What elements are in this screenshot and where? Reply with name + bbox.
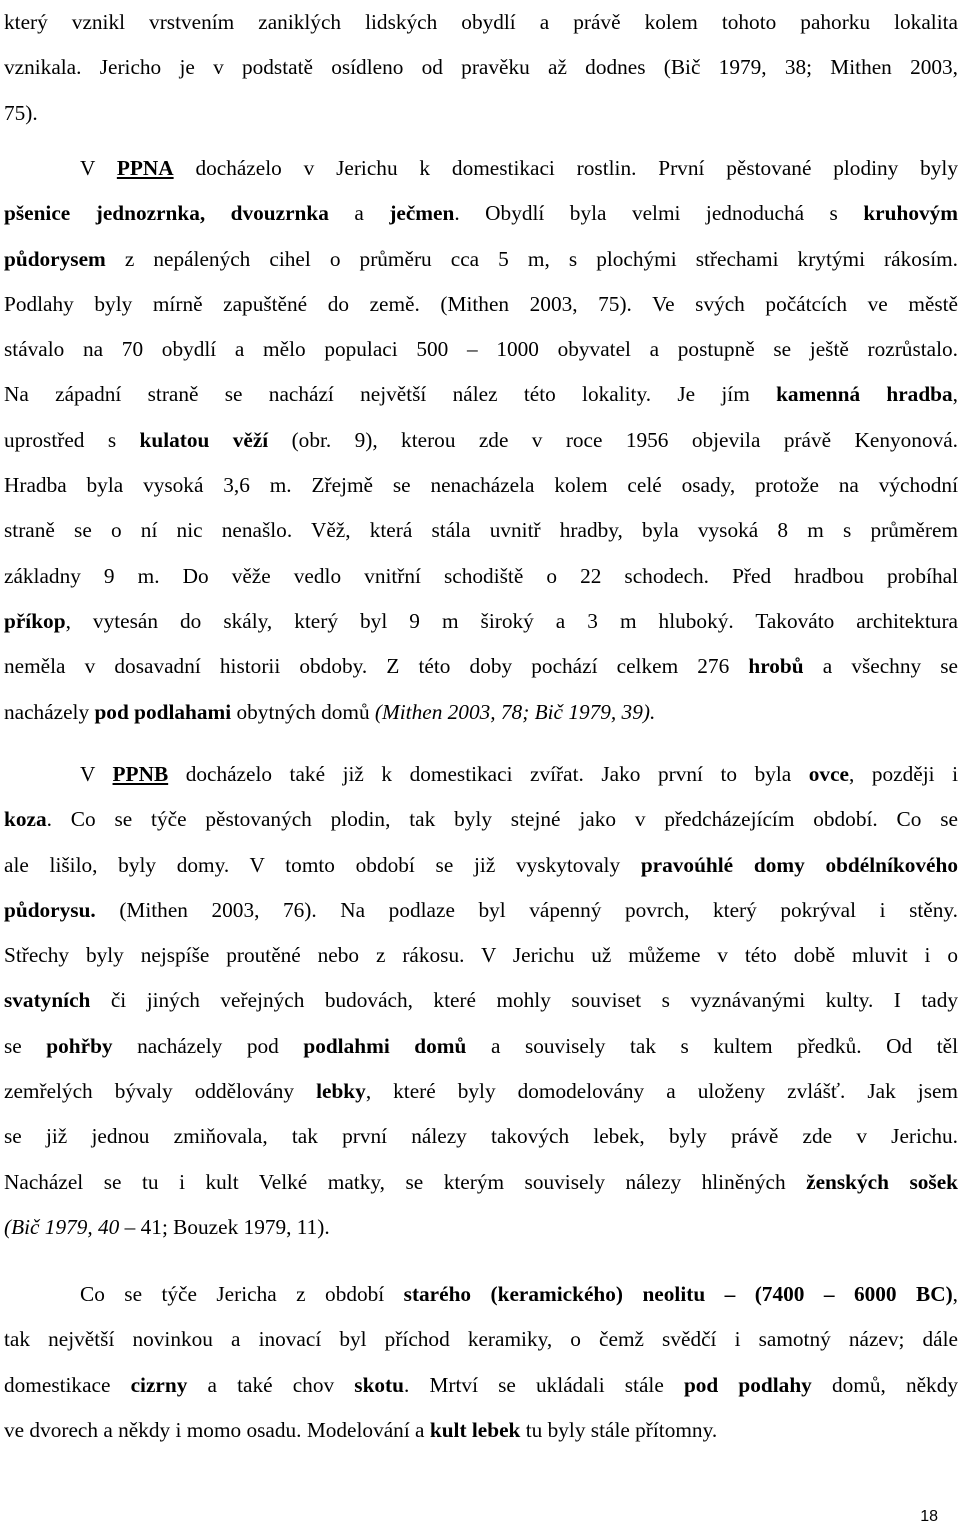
text-line: půdorysem z nepálených cihel o průměru cca 5 m, s plochými střechami krytými rákosím.: [4, 246, 958, 271]
text-line: Podlahy byly mírně zapuštěné do země. (Mithen 2003, 75). Ve svých počátcích ve městě: [4, 291, 958, 316]
text-line: uprostřed s kulatou věží (obr. 9), kterou zde v roce 1956 objevila právě Kenyonová.: [4, 427, 958, 452]
text-line: neměla v dosavadní historii obdoby. Z této doby pochází celkem 276 hrobů a všechny se: [4, 654, 958, 679]
text-line: tak největší novinkou a inovací byl příchod keramiky, o čemž svědčí i samotný název; dále: [4, 1327, 958, 1352]
term-ppna: PPNA: [116, 156, 174, 180]
text-line: pšenice jednozrnka, dvouzrnka a ječmen. Obydlí byla velmi jednoduchá s kruhovým: [4, 201, 958, 226]
text-line: zemřelých bývaly oddělovány lebky, které byly domodelovány a uloženy zvlášť. Jak jsem: [4, 1079, 958, 1104]
text-line: nacházely pod podlahami obytných domů (Mithen 2003, 78; Bič 1979, 39).: [4, 699, 656, 724]
paragraph-ppnb: [4, 752, 958, 1250]
text-line: (Bič 1979, 40 – 41; Bouzek 1979, 11).: [4, 1214, 330, 1239]
text-line: V PPNB docházelo také již k domestikaci zvířat. Jako první to byla ovce, později i: [80, 762, 958, 786]
paragraph-ceramic-neolithic: [4, 1272, 958, 1453]
text-line: se pohřby nacházely pod podlahmi domů a souvisely tak s kultem předků. Od těl: [4, 1033, 958, 1058]
term-ppnb: PPNB: [112, 762, 169, 786]
text-line: straně se o ní nic nenašlo. Věž, která stála uvnitř hradby, byla vysoká 8 m s průměrem: [4, 518, 958, 543]
text-line: 75).: [4, 100, 38, 125]
text-line: Hradba byla vysoká 3,6 m. Zřejmě se nenacházela kolem celé osady, protože na východní: [4, 473, 958, 498]
text-line: Co se týče Jericha z období starého (keramického) neolitu – (7400 – 6000 BC),: [80, 1282, 958, 1306]
text-line: V PPNA docházelo v Jerichu k domestikaci rostlin. První pěstované plodiny byly: [80, 156, 958, 180]
text-line: ve dvorech a někdy i momo osadu. Modelování a kult lebek tu byly stále přítomny.: [4, 1417, 718, 1442]
text-line: příkop, vytesán do skály, který byl 9 m široký a 3 m hluboký. Takováto architektura: [4, 608, 958, 633]
text-line: vznikala. Jericho je v podstatě osídleno od pravěku až dodnes (Bič 1979, 38; Mithen 2003,: [4, 55, 958, 80]
text-line: Na západní straně se nachází největší nález této lokality. Je jím kamenná hradba,: [4, 382, 958, 407]
text-line: koza. Co se týče pěstovaných plodin, tak byly stejné jako v předcházejícím období. Co se: [4, 807, 958, 832]
text-line: Nacházel se tu i kult Velké matky, se kterým souvisely nálezy hliněných ženských sošek: [4, 1169, 958, 1194]
text-line: se již jednou zmiňovala, tak první nálezy takových lebek, byly právě zde v Jerichu.: [4, 1124, 958, 1149]
text-line: svatyních či jiných veřejných budovách, které mohly souviset s vyznávanými kulty. I tady: [4, 988, 958, 1013]
text-line: základny 9 m. Do věže vedlo vnitřní schodiště o 22 schodech. Před hradbou probíhal: [4, 563, 958, 588]
text-line: Střechy byly nejspíše proutěné nebo z rákosu. V Jerichu už můžeme v této době mluvit i o: [4, 943, 958, 968]
page-number: 18: [920, 1508, 938, 1525]
paragraph-intro: [4, 0, 958, 136]
text-line: který vznikl vrstvením zaniklých lidských obydlí a právě kolem tohoto pahorku lokalita: [4, 10, 958, 34]
paragraph-ppna: [4, 146, 958, 735]
text-line: půdorysu. (Mithen 2003, 76). Na podlaze byl vápenný povrch, který pokrýval i stěny.: [4, 897, 958, 922]
text-line: stávalo na 70 obydlí a mělo populaci 500 – 1000 obyvatel a postupně se ještě rozrůstalo.: [4, 337, 958, 362]
text-line: ale lišilo, byly domy. V tomto období se již vyskytovaly pravoúhlé domy obdélníkového: [4, 852, 958, 877]
text-line: domestikace cizrny a také chov skotu. Mrtví se ukládali stále pod podlahy domů, někdy: [4, 1372, 958, 1397]
